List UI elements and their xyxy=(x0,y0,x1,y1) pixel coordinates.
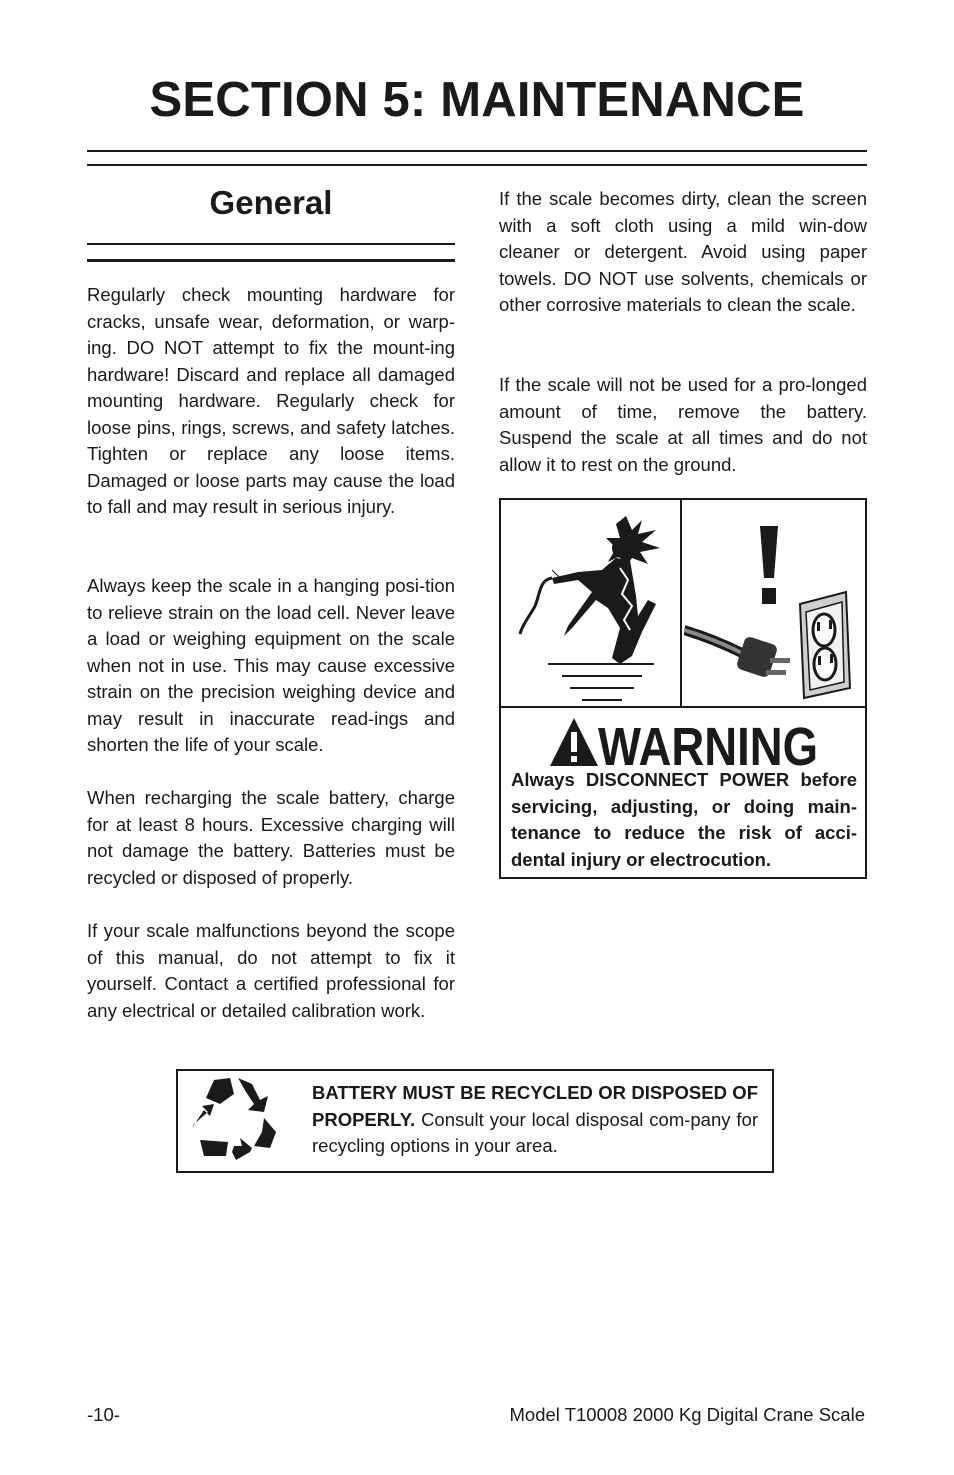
footer-model: Model T10008 2000 Kg Digital Crane Scale xyxy=(509,1404,865,1425)
paragraph-cleaning: If the scale becomes dirty, clean the screen with a soft cloth using a mild win-dow cleaner or detergent. Avoid using paper towels. DO NOT use solvents, chemicals or other corrosive materials to clean the scale. xyxy=(499,188,867,315)
title-rule-top xyxy=(87,150,867,152)
battery-notice-bold: BATTERY MUST BE RECYCLED OR DISPOSED OF PROPERLY. xyxy=(312,1082,758,1130)
paragraph-malfunctions: If your scale malfunctions beyond the scope of this manual, do not attempt to fix it yourself. Contact a certified professional for any electrical or detailed calibration work. xyxy=(87,920,455,1021)
paragraph-mounting-hardware: Regularly check mounting hardware for cracks, unsafe wear, deformation, or warp-ing. DO NOT attempt to fix the mount-ing hardware! Discard and replace all damaged mounting hardware. Regularly check for loose pins, rings, screws, and safety latches. Tighten or replace any loose items. Damaged or loose parts may cause the load to fall and may result in serious injury. xyxy=(87,284,455,517)
page-number: -10- xyxy=(87,1404,120,1425)
warning-divider-horizontal xyxy=(499,706,867,708)
general-heading: General xyxy=(209,184,333,221)
section-title: SECTION 5: MAINTENANCE xyxy=(149,73,805,127)
battery-notice-body: Consult your local disposal com-pany for recycling options in your area. xyxy=(312,1108,758,1156)
recycle-icon xyxy=(190,1076,280,1164)
general-rule-top xyxy=(87,243,455,245)
warning-signal-word xyxy=(548,714,848,772)
paragraph-storage: If the scale will not be used for a pro-longed amount of time, remove the battery. Suspend the scale at all times and do not allow it to rest on the ground. xyxy=(499,374,867,475)
plug-icon xyxy=(684,630,790,678)
warning-word: WARNING xyxy=(598,717,818,772)
electrocution-icon xyxy=(508,508,674,704)
general-rule-bottom xyxy=(87,259,455,262)
paragraph-hanging-position: Always keep the scale in a hanging posi-tion to relieve strain on the load cell. Never leave a load or weighing equipment on the scale when not in use. This may cause excessive strain on the precision weighing device and may result in inaccurate read-ings and shorten the life of your scale. xyxy=(87,575,455,755)
warning-text: Always DISCONNECT POWER before servicing, adjusting, or doing main-tenance to reduce the risk of acci-dental injury or electrocution. xyxy=(511,769,857,870)
plug-and-outlet-icons xyxy=(684,508,862,704)
warning-triangle-icon xyxy=(550,718,598,766)
exclamation-icon xyxy=(760,526,778,604)
paragraph-battery-charging: When recharging the scale battery, charge for at least 8 hours. Excessive charging will not damage the battery. Batteries must be recycled or disposed of properly. xyxy=(87,787,455,888)
outlet-icon xyxy=(800,592,850,698)
battery-notice-text xyxy=(312,1080,758,1160)
title-rule-bottom xyxy=(87,164,867,166)
warning-divider-vertical xyxy=(680,498,682,708)
